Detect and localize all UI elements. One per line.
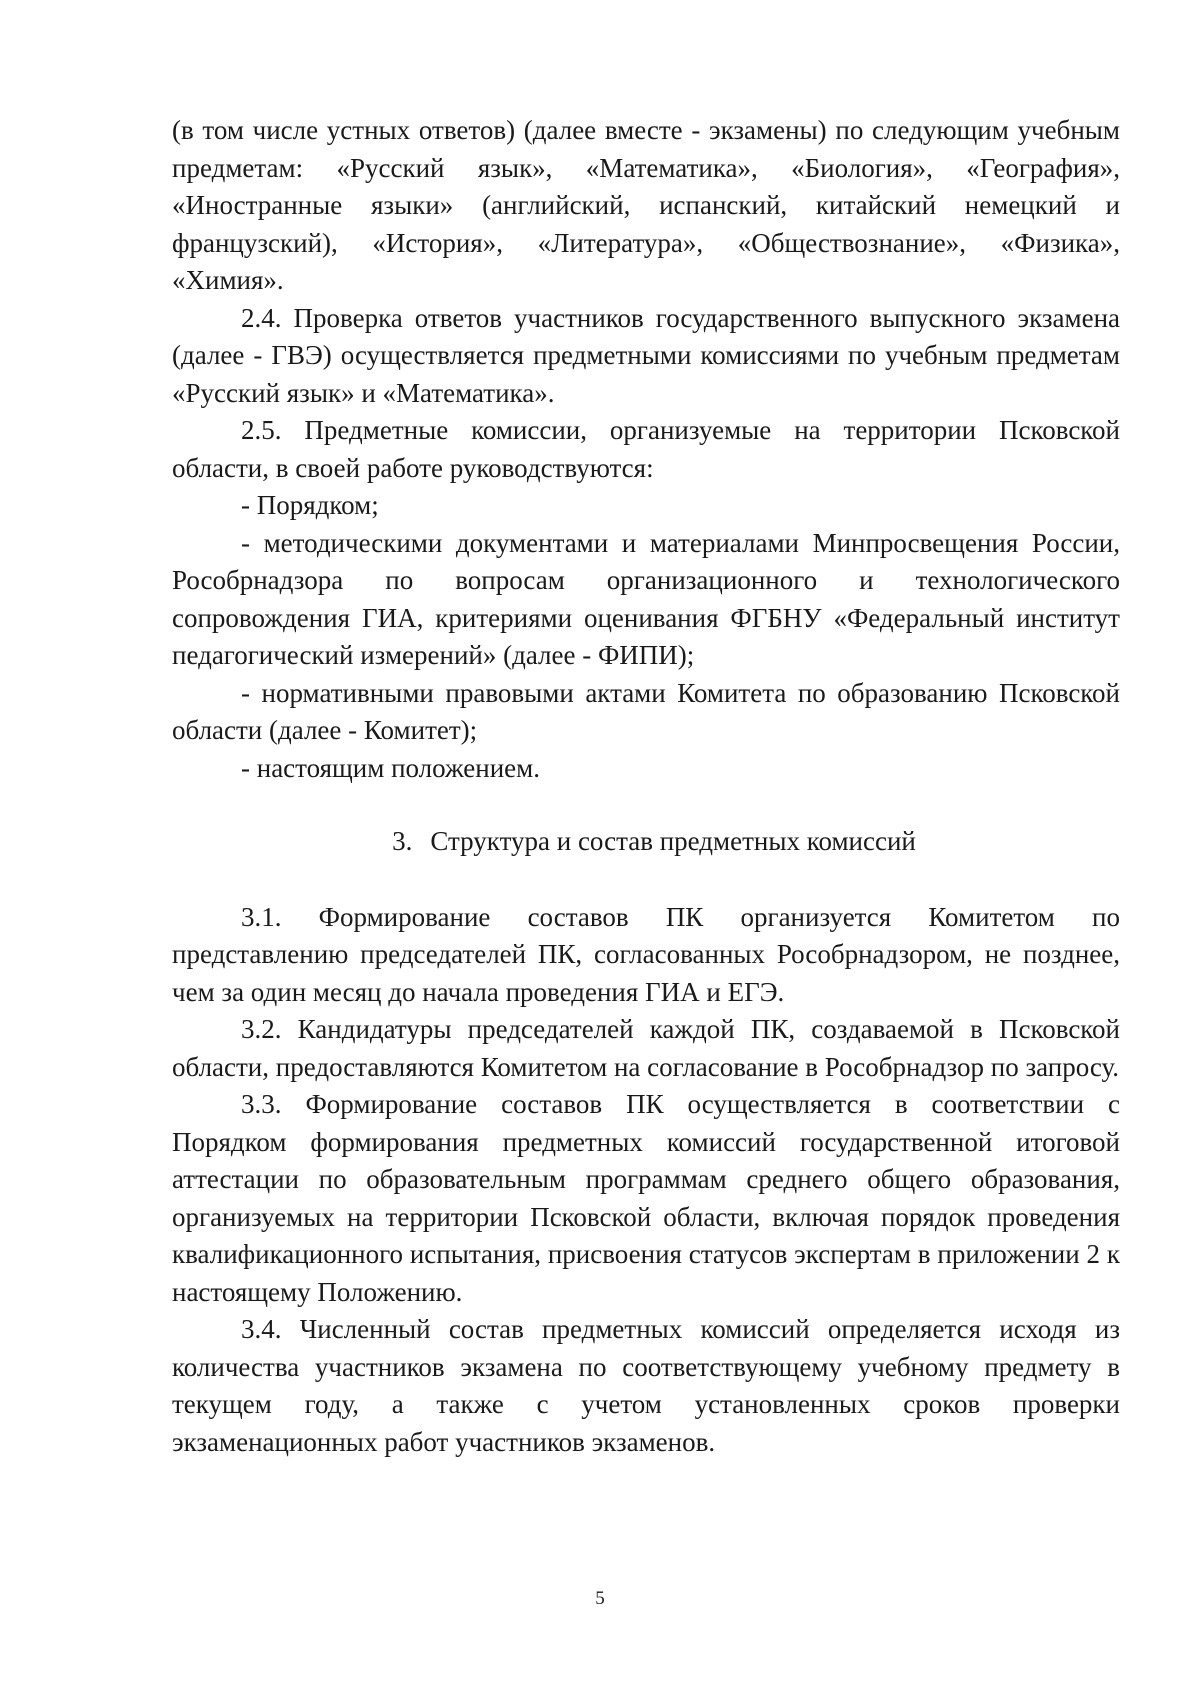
list-item-normative-acts: - нормативными правовыми актами Комитета по образованию Псковской области (далее - Комитет); [172,677,1120,745]
paragraph-2-5: 2.5. Предметные комиссии, организуемые на территории Псковской области, в своей работе руководствуются: [172,415,1120,483]
section-title: Структура и состав предметных комиссий [430,826,916,856]
paragraph-3-1: 3.1. Формирование составов ПК организуется Комитетом по представлению председателей ПК, согласованных Рособрнадзором, не позднее, чем за один месяц до начала проведения ГИА и ЕГЭ. [172,901,1120,1007]
paragraph-2-4: 2.4. Проверка ответов участников государственного выпускного экзамена (далее - ГВЭ) осуществляется предметными комиссиями по учебным предметам «Русский язык» и «Математика». [172,302,1120,408]
list-item-this-regulation: - настоящим положением. [241,752,540,783]
list-item-poryadok: - Порядком; [241,490,379,520]
paragraph-subjects-list: (в том числе устных ответов) (далее вместе - экзамены) по следующим учебным предметам: «Русский язык», «Математика», «Биология», «География», «Иностранные языки» (английский, испанский, китайский немецкий и французский), «История», «Литература», «Обществознание», «Физика», «Химия». [172,115,1120,295]
paragraph-3-2: 3.2. Кандидатуры председателей каждой ПК, создаваемой в Псковской области, предоставляются Комитетом на согласование в Рособрнадзор по запросу. [172,1014,1120,1082]
page-number: 5 [595,1588,605,1609]
paragraph-3-4: 3.4. Численный состав предметных комиссий определяется исходя из количества участников экзамена по соответствующему учебному предмету в текущем году, а также с учетом установленных сроков проверки экзаменационных работ участников экзаменов. [172,1314,1120,1457]
list-item-methodical-documents: - методическими документами и материалами Минпросвещения России, Рособрнадзора по вопросам организационного и технологического сопровождения ГИА, критериями оценивания ФГБНУ «Федеральный институт педагогический измерений» (далее - ФИПИ); [172,527,1120,670]
paragraph-3-3: 3.3. Формирование составов ПК осуществляется в соответствии с Порядком формирования предметных комиссий государственной итоговой аттестации по образовательным программам среднего общего образования, организуемых на территории Псковской области, включая порядок проведения квалификационного испытания, присвоения статусов экспертам в приложении 2 к настоящему Положению. [172,1089,1120,1307]
section-heading [172,823,1120,861]
section-number: 3. [392,826,413,856]
document-body [172,112,1120,1461]
